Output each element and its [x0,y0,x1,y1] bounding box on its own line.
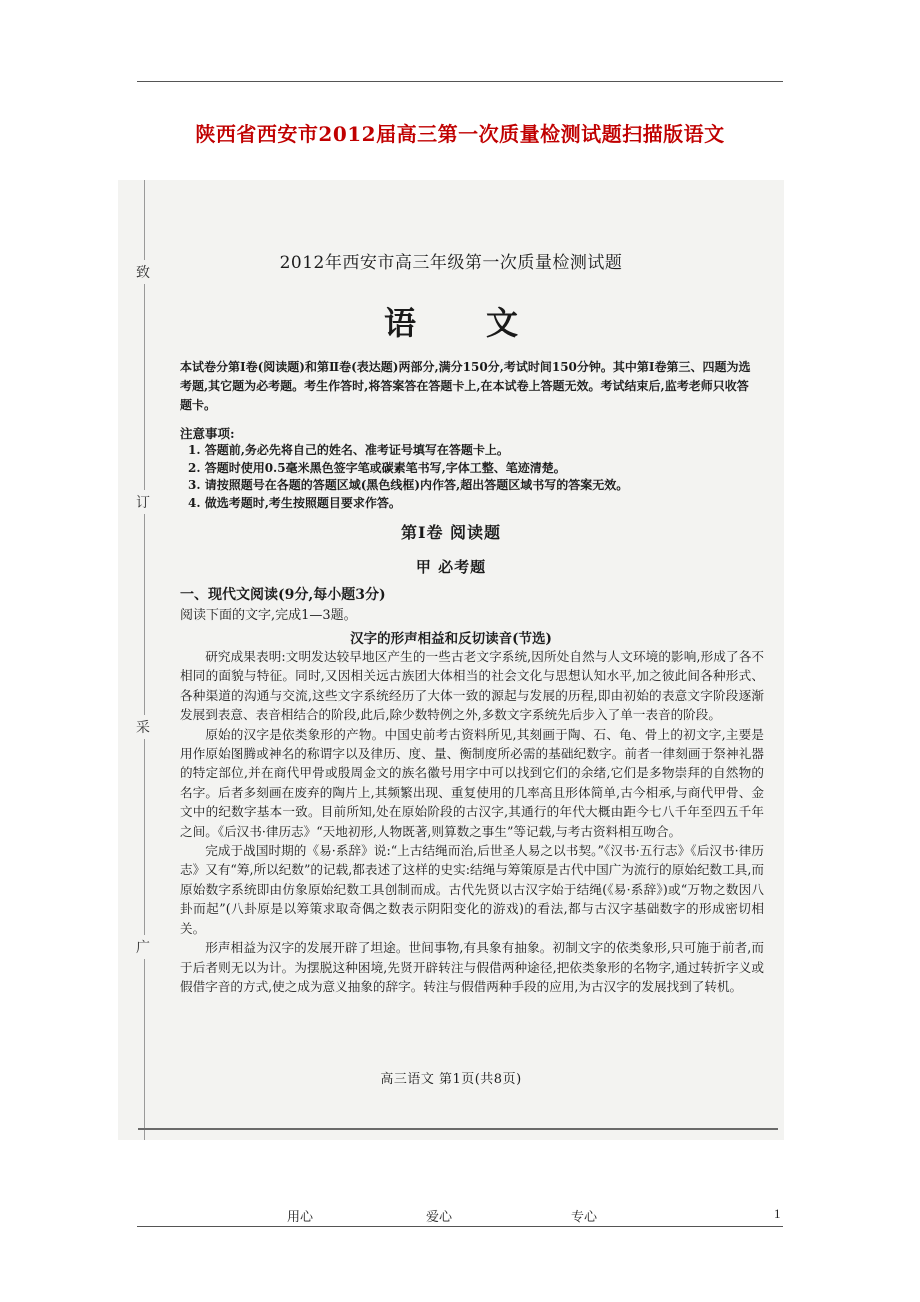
article-paragraph: 研究成果表明:文明发达较早地区产生的一些古老文字系统,因所处自然与人文环境的影响,形成了各不相同的面貌与特征。同时,又因相关远古族团大体相当的社会文化与思想认知水平,加之彼此间各种形式、各种渠道的沟通与交流,这些文字系统经历了大体一致的源起与发展的历程,即由初始的表意文字阶段逐渐发展到表意、表音相结合的阶段,此后,除少数特例之外,多数文字系统先后步入了单一表音的阶段。 [180,649,764,723]
notice-item: 3. 请按照题号在各题的答题区域(黑色线框)内作答,超出答题区域书写的答案无效。 [188,478,629,492]
section-heading: 一、现代文阅读(9分,每小题3分) [180,587,386,603]
notice-item: 4. 做选考题时,考生按照题目要求作答。 [188,495,401,510]
document-title: 陕西省西安市2012届高三第一次质量检测试题扫描版语文 [195,122,725,146]
notice-item: 1. 答题前,务必先将自己的姓名、准考证号填写在答题卡上。 [188,443,509,457]
scan-bottom-rule [138,1128,778,1130]
exam-intro: 本试卷分第Ⅰ卷(阅读题)和第Ⅱ卷(表达题)两部分,满分150分,考试时间150分钟。其中第Ⅰ卷第三、四题为选考题,其它题为必考题。考生作答时,将答案答在答题卡上,在本试卷上答题无效。考试结束后,监考老师只收答题卡。 [180,360,751,412]
footer-item: 用心 [287,1209,314,1224]
article-body [180,647,764,996]
scanned-exam-page [118,180,784,1140]
page-number: 1 [774,1206,781,1221]
article-title: 汉字的形声相益和反切读音(节选) [350,631,552,647]
top-rule [137,81,783,82]
footer-item: 专心 [571,1209,598,1224]
notice-list [188,442,628,512]
binding-char: 致 [136,260,150,284]
bottom-rule [137,1226,783,1227]
part-title: 甲 必考题 [415,558,487,576]
notice-heading: 注意事项: [180,426,235,441]
footer-item: 爱心 [426,1209,453,1224]
exam-title: 2012年西安市高三年级第一次质量检测试题 [279,253,623,273]
binding-char: 广 [136,935,150,959]
subject-title: 语文 [383,304,588,342]
binding-char: 采 [136,715,150,739]
article-paragraph: 原始的汉字是依类象形的产物。中国史前考古资料所见,其刻画于陶、石、龟、骨上的初文字,主要是用作原始图腾或神名的称谓字以及律历、度、量、衡制度所必需的基础纪数字。前者一律刻画于祭神礼器的特定部位,并在商代甲骨或殷周金文的族名徽号用字中可以找到它们的余绪,它们是多物崇拜的自然物的名字。后者多刻画在废弃的陶片上,其频繁出现、重复使用的几率高且形体简单,古今相承,与商代甲骨、金文中的纪数字基本一致。目前所知,处在原始阶段的古汉字,其通行的年代大概由距今七八千年至四五千年之间。《后汉书·律历志》“天地初形,人物既著,则算数之事生”等记载,与考古资料相互吻合。 [180,726,764,839]
article-paragraph: 完成于战国时期的《易·系辞》说:“上古结绳而治,后世圣人易之以书契。”《汉书·五行志》《后汉书·律历志》又有“筹,所以纪数”的记载,都表述了这样的史实:结绳与筹策原是古代中国广为流行的原始纪数工具,而原始数字系统即由仿象原始纪数工具创制而成。古代先贤以古汉字始于结绳(《易·系辞》)或“万物之数因八卦而起”(八卦原是以筹策求取奇偶之数表示阴阳变化的游戏)的看法,都与古汉字基础数字的形成密切相关。 [180,843,764,936]
binding-char: 订 [136,490,150,514]
volume-title: 第Ⅰ卷 阅读题 [400,523,502,542]
notice-item: 2. 答题时使用0.5毫米黑色签字笔或碳素笔书写,字体工整、笔迹清楚。 [188,460,566,475]
scan-page-footer: 高三语文 第1页(共8页) [380,1072,522,1087]
section-instruction: 阅读下面的文字,完成1—3题。 [180,608,357,623]
article-paragraph: 形声相益为汉字的发展开辟了坦途。世间事物,有具象有抽象。初制文字的依类象形,只可施于前者,而于后者则无以为计。为摆脱这种困境,先贤开辟转注与假借两种途径,把依类象形的名物字,通过转折字义或假借字音的方式,使之成为意义抽象的辞字。转注与假借两种手段的应用,为古汉字的发展找到了转机。 [180,940,764,994]
